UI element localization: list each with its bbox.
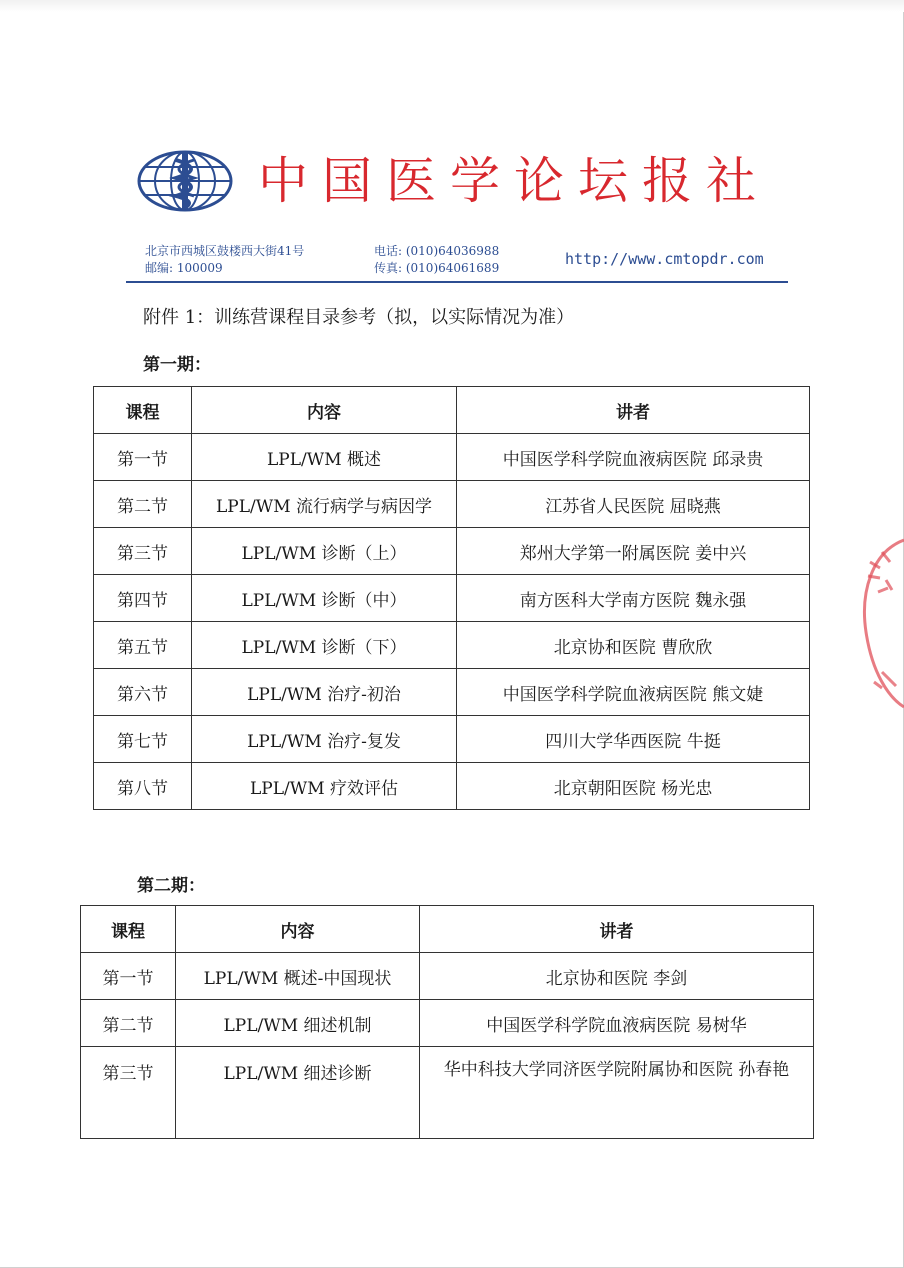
- lesson-cell: 第一节: [94, 434, 192, 481]
- table-row: [94, 434, 810, 481]
- red-seal-stamp-icon: [852, 532, 904, 712]
- lesson-cell: 第三节: [81, 1047, 176, 1139]
- lesson-cell: 第三节: [94, 528, 192, 575]
- lesson-cell: 第二节: [94, 481, 192, 528]
- content-cell: LPL/WM 治疗-初治: [192, 669, 457, 716]
- lesson-cell: 第一节: [81, 953, 176, 1000]
- table-row: [81, 1000, 814, 1047]
- period1-course-table: [93, 386, 810, 810]
- period2-course-table: [80, 905, 814, 1139]
- table-header-row: [81, 906, 814, 953]
- table-row: [94, 669, 810, 716]
- content-cell: LPL/WM 诊断（上）: [192, 528, 457, 575]
- header-content: 内容: [192, 387, 457, 434]
- lesson-cell: 第八节: [94, 763, 192, 810]
- speaker-cell: 中国医学科学院血液病医院 易树华: [420, 1000, 814, 1047]
- speaker-cell: 北京协和医院 曹欣欣: [457, 622, 810, 669]
- scan-edge-shade: [0, 0, 904, 12]
- org-name: 中国医学论坛报社: [258, 152, 770, 210]
- speaker-cell: 华中科技大学同济医学院附属协和医院 孙春艳: [420, 1047, 814, 1139]
- content-cell: LPL/WM 诊断（下）: [192, 622, 457, 669]
- speaker-cell: 中国医学科学院血液病医院 熊文婕: [457, 669, 810, 716]
- content-cell: LPL/WM 流行病学与病因学: [192, 481, 457, 528]
- fax-text: 传真: (010)64061689: [374, 261, 500, 275]
- speaker-cell: 江苏省人民医院 屈晓燕: [457, 481, 810, 528]
- header-speaker: 讲者: [457, 387, 810, 434]
- lesson-cell: 第五节: [94, 622, 192, 669]
- content-cell: LPL/WM 细述诊断: [176, 1047, 420, 1139]
- lesson-cell: 第六节: [94, 669, 192, 716]
- table-row: [94, 528, 810, 575]
- period2-title: 第二期：: [137, 876, 205, 896]
- header-lesson: 课程: [81, 906, 176, 953]
- speaker-cell: 北京朝阳医院 杨光忠: [457, 763, 810, 810]
- table-row: [94, 481, 810, 528]
- table-row: [94, 622, 810, 669]
- period1-title: 第一期：: [143, 355, 211, 375]
- speaker-cell: 郑州大学第一附属医院 姜中兴: [457, 528, 810, 575]
- address-text: 北京市西城区鼓楼西大街41号: [145, 244, 305, 258]
- phone-text: 电话: (010)64036988: [374, 244, 500, 258]
- table-header-row: [94, 387, 810, 434]
- header-content: 内容: [176, 906, 420, 953]
- content-cell: LPL/WM 细述机制: [176, 1000, 420, 1047]
- contact-phone-block: [374, 243, 499, 277]
- speaker-cell: 南方医科大学南方医院 魏永强: [457, 575, 810, 622]
- content-cell: LPL/WM 治疗-复发: [192, 716, 457, 763]
- table-row: [94, 716, 810, 763]
- table-row: [81, 1047, 814, 1139]
- table-row: [94, 763, 810, 810]
- table-row: [81, 953, 814, 1000]
- attachment-title: 附件 1：训练营课程目录参考（拟，以实际情况为准）: [143, 307, 575, 328]
- content-cell: LPL/WM 诊断（中）: [192, 575, 457, 622]
- lesson-cell: 第二节: [81, 1000, 176, 1047]
- globe-caduceus-logo-icon: [136, 150, 234, 212]
- speaker-cell: 四川大学华西医院 牛挺: [457, 716, 810, 763]
- lesson-cell: 第七节: [94, 716, 192, 763]
- content-cell: LPL/WM 疗效评估: [192, 763, 457, 810]
- content-cell: LPL/WM 概述: [192, 434, 457, 481]
- lesson-cell: 第四节: [94, 575, 192, 622]
- letterhead-divider: [126, 281, 788, 283]
- speaker-cell: 北京协和医院 李剑: [420, 953, 814, 1000]
- header-speaker: 讲者: [420, 906, 814, 953]
- contact-address-block: [145, 243, 304, 277]
- postcode-text: 邮编: 100009: [145, 261, 223, 275]
- website-link[interactable]: http://www.cmtopdr.com: [565, 250, 764, 268]
- content-cell: LPL/WM 概述-中国现状: [176, 953, 420, 1000]
- speaker-cell: 中国医学科学院血液病医院 邱录贵: [457, 434, 810, 481]
- header-lesson: 课程: [94, 387, 192, 434]
- table-row: [94, 575, 810, 622]
